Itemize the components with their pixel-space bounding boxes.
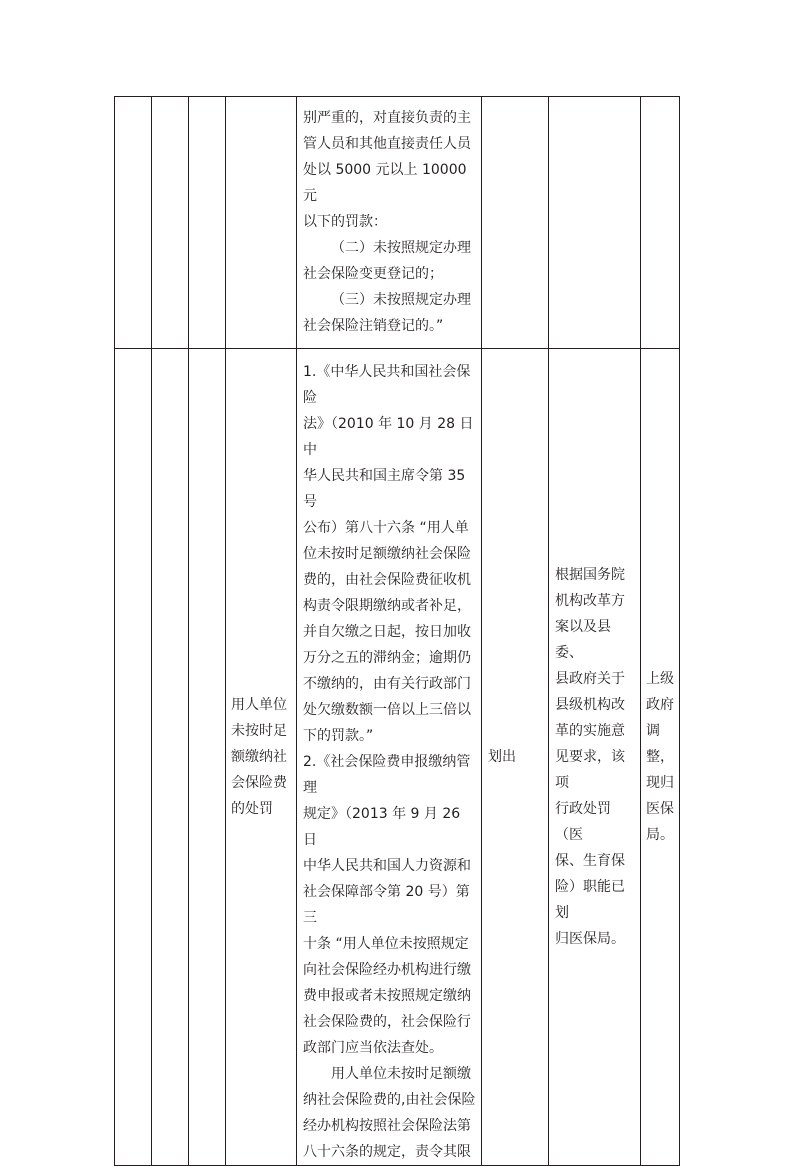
note-line: 医保 — [646, 801, 674, 817]
code-cell — [189, 349, 226, 1166]
basis-line: 纳社会保险费的,由社会保险 — [303, 1092, 476, 1108]
basis-line: 用人单位未按时足额缴 — [331, 1066, 471, 1082]
action-cell — [482, 349, 549, 1166]
note-line: 调 — [646, 723, 660, 739]
basis-line: 华人民共和国主席令第 35 号 — [303, 468, 466, 510]
basis-line: 位未按时足额缴纳社会保险 — [303, 546, 471, 562]
action-cell — [482, 97, 549, 349]
basis-line: 费的，由社会保险费征收机 — [303, 572, 471, 588]
reason-line: 归医保局。 — [555, 931, 625, 947]
reason-line: 案以及县委、 — [555, 619, 611, 661]
code-cell — [189, 97, 226, 349]
note-line: 政府 — [646, 697, 674, 713]
basis-line: 社会保险变更登记的； — [303, 266, 443, 282]
basis-line: 公布）第八十六条 “用人单 — [303, 520, 469, 536]
basis-line: 经办机构按照社会保险法第 — [303, 1118, 471, 1134]
basis-line: 十条 “用人单位未按照规定 — [303, 936, 469, 952]
reason-line: 险）职能已划 — [555, 879, 625, 921]
basis-line: 处欠缴数额一倍以上三倍以 — [303, 702, 471, 718]
legal-basis-cell — [297, 97, 482, 349]
table-row — [115, 97, 680, 349]
item-name-line: 会保险费 — [231, 775, 287, 791]
index-cell — [115, 97, 152, 349]
reason-line: 见要求，该项 — [555, 749, 625, 791]
table-row — [115, 349, 680, 1166]
basis-line: 别严重的，对直接负责的主 — [303, 110, 471, 126]
item-name-cell — [226, 349, 297, 1166]
reason-line: 机构改革方 — [555, 593, 625, 609]
basis-line: 处以 5000 元以上 10000 元 — [303, 162, 467, 204]
basis-line: 社会保险注销登记的。” — [303, 318, 444, 334]
basis-line: 并自欠缴之日起，按日加收 — [303, 624, 471, 640]
item-name-cell — [226, 97, 297, 349]
note-line: 整， — [646, 749, 674, 765]
basis-line: 政部门应当依法查处。 — [303, 1040, 443, 1056]
note-line: 现归 — [646, 775, 674, 791]
category-cell — [152, 349, 189, 1166]
basis-line: 万分之五的滞纳金；逾期仍 — [303, 650, 471, 666]
reason-line: 行政处罚（医 — [555, 801, 611, 843]
basis-line: 中华人民共和国人力资源和 — [303, 858, 471, 874]
reason-line: 革的实施意 — [555, 723, 625, 739]
basis-line: 构责令限期缴纳或者补足， — [303, 598, 471, 614]
legal-basis-cell — [297, 349, 482, 1166]
item-name-line: 额缴纳社 — [231, 749, 287, 765]
basis-line: 2.《社会保险费申报缴纳管理 — [303, 754, 471, 796]
basis-line: （二）未按照规定办理 — [331, 240, 471, 256]
basis-line: 费申报或者未按照规定缴纳 — [303, 988, 471, 1004]
reason-cell — [549, 97, 641, 349]
category-cell — [152, 97, 189, 349]
document-table — [114, 96, 680, 1166]
item-name-line: 的处罚 — [231, 801, 273, 817]
basis-line: 向社会保险经办机构进行缴 — [303, 962, 471, 978]
index-cell — [115, 349, 152, 1166]
note-line: 局。 — [646, 827, 674, 843]
reason-line: 保、生育保 — [555, 853, 625, 869]
note-cell — [641, 97, 680, 349]
note-cell — [641, 349, 680, 1166]
basis-line: 法》（2010 年 10 月 28 日中 — [303, 416, 474, 458]
basis-line: 八十六条的规定，责令其限 — [303, 1144, 471, 1160]
reason-line: 县政府关于 — [555, 671, 625, 687]
basis-line: （三）未按照规定办理 — [331, 292, 471, 308]
reason-line: 根据国务院 — [555, 567, 625, 583]
basis-line: 社会保障部令第 20 号）第三 — [303, 884, 470, 926]
basis-line: 不缴纳的，由有关行政部门 — [303, 676, 471, 692]
reason-line: 县级机构改 — [555, 697, 625, 713]
item-name-line: 用人单位 — [231, 697, 287, 713]
basis-line: 管人员和其他直接责任人员 — [303, 136, 471, 152]
basis-line: 下的罚款。” — [303, 728, 374, 744]
basis-line: 社会保险费的，社会保险行 — [303, 1014, 471, 1030]
action-text: 划出 — [488, 749, 516, 765]
basis-line: 以下的罚款： — [303, 214, 387, 230]
basis-line: 规定》（2013 年 9 月 26 日 — [303, 806, 461, 848]
note-line: 上级 — [646, 671, 674, 687]
basis-line: 1.《中华人民共和国社会保险 — [303, 364, 471, 406]
reason-cell — [549, 349, 641, 1166]
item-name-line: 未按时足 — [231, 723, 287, 739]
